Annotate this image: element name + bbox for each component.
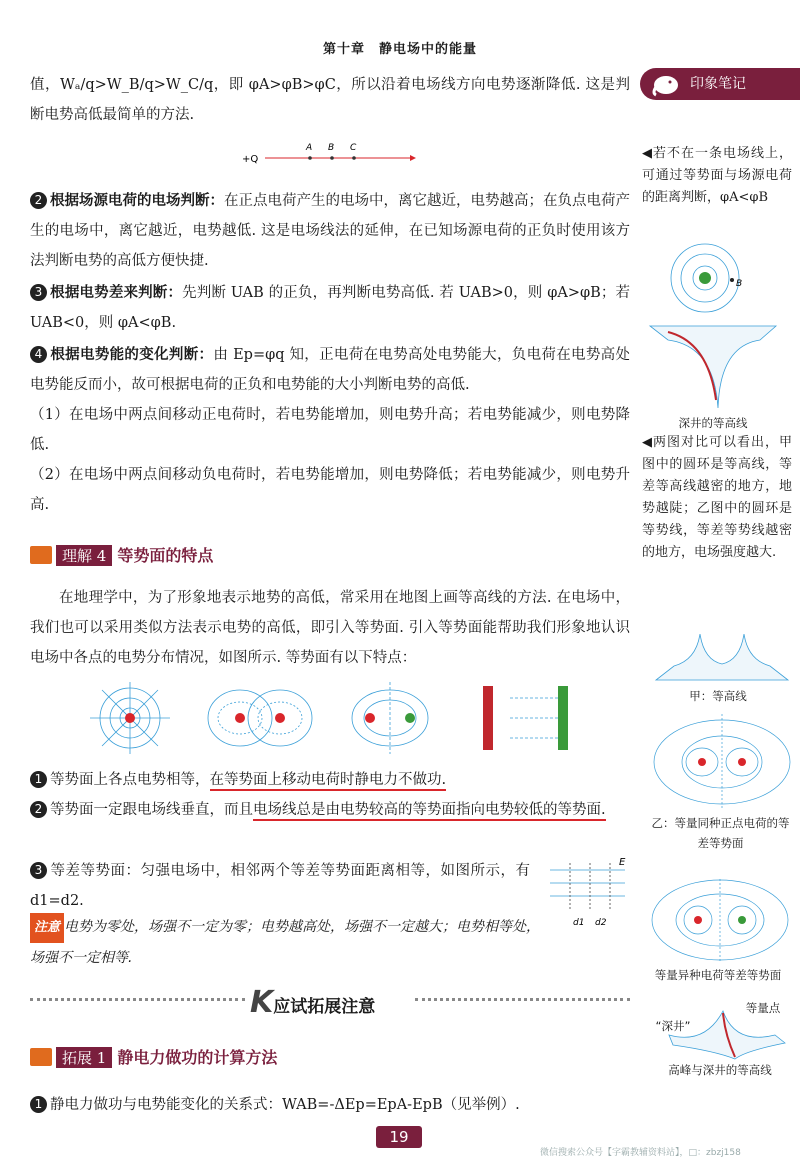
caption-dipole: 等量异种电荷等差等势面 (654, 968, 782, 982)
caption-deep-well: 深井的等高线 (678, 416, 748, 430)
label-deep-well: “深井” (655, 1019, 691, 1033)
badge-label: 印象笔记 (690, 76, 746, 92)
work-energy-formula: 1 静电力做功与电势能变化的关系式：WAB=-ΔEp=EpA-EpB（见举例）. (30, 1090, 630, 1120)
svg-text:E: E (619, 857, 626, 868)
side-note-1: ◀若不在一条电场线上，可通过等势面与场源电荷的距离判断，φA<φB (642, 146, 792, 205)
caption-jia: 甲：等高线 (689, 689, 747, 703)
chapter-title: 第十章 静电场中的能量 (322, 42, 477, 57)
label-c: C (350, 143, 357, 153)
method-3: 3 根据电势差来判断：先判断 UAB 的正负，再判断电势高低. 若 UAB>0，则 φA>φB；若 UAB<0，则 φA<φB. (30, 285, 630, 331)
caption-peak-well: 高峰与深井的等高线 (668, 1063, 772, 1077)
svg-text:d2: d2 (595, 918, 607, 928)
feature-1: 1 等势面上各点电势相等，在等势面上移动电荷时静电力不做功. (30, 765, 630, 795)
note-paragraph: 注意 电势为零处，场强不一定为零；电势越高处，场强不一定越大；电势相等处，场强不一定相等. (30, 912, 540, 973)
caption-yi: 乙：等量同种正点电荷的等差等势面 (651, 816, 790, 850)
feature-3: 3 等差等势面：匀强电场中，相邻两个等差等势面距离相等，如图所示，有 d1=d2. (30, 863, 530, 909)
yi-equipotential-figure (650, 710, 795, 810)
field-line-figure (240, 140, 420, 170)
label-a: A (306, 143, 313, 153)
page-number: 19 (376, 1126, 422, 1148)
jia-contour-figure (652, 630, 792, 685)
elephant-icon (650, 71, 684, 97)
method-4: 4 根据电势能的变化判断：由 Ep=φq 知，正电荷在电势高处电势能大，负电荷在电势高处电势能反而小，故可根据电荷的正负和电势能的大小判断电势的高低. (30, 347, 631, 393)
equipotential-diagrams (90, 680, 590, 755)
footer-watermark: 微信搜索公众号【字霸教辅资料站】，□：zbzj158 (540, 1148, 741, 1158)
num-2-icon: 2 (30, 192, 47, 209)
impression-notes-badge (640, 68, 800, 100)
book-icon (30, 1048, 52, 1066)
svg-text:B: B (736, 279, 743, 289)
note-tag: 注意 (30, 913, 64, 943)
peak-well-figure (665, 1005, 790, 1060)
method-2: 2 根据场源电荷的电场判断：在正点电荷产生的电场中，离它越近，电势越高；在负点电荷产生的电场中，离它越近，电势越低. 这是电场线法的延伸，在已知场源电荷的正负时使用该方法判断电势的高低方便快捷. (30, 193, 630, 269)
book-icon (30, 546, 52, 564)
equipotential-intro: 在地理学中，为了形象地表示地势的高低，常采用在地图上画等高线的方法. 在电场中，我们也可以采用类似方法表示电势的高低，即引入等势面. 引入等势面能帮助我们形象地认识电场中各点的电势分布情况，如图所示. 等势面有以下特点： (30, 590, 630, 666)
num-4-icon: 4 (30, 346, 47, 363)
item-1: （1）在电场中两点间移动正电荷时，若电势能增加，则电势升高；若电势能减少，则电势降低. (30, 407, 630, 453)
label-plus-q: +Q (242, 154, 259, 165)
feature-2: 2 等势面一定跟电场线垂直，而且电场线总是由电势较高的等势面指向电势较低的等势面. (30, 795, 630, 825)
uniform-field-figure (545, 855, 635, 935)
dipole-equipotential-figure (648, 875, 793, 965)
svg-text:d1: d1 (573, 918, 585, 928)
deep-well-figure (648, 322, 778, 412)
section-heading-extension-1: 拓展 1 静电力做功的计算方法 (30, 1045, 630, 1068)
paragraph-potential-direction: 值，Wₐ/q>W_B/q>W_C/q，即 φA>φB>φC，所以沿着电场线方向电势逐渐降低. 这是判断电势高低最简单的方法. (30, 77, 630, 123)
num-3-icon: 3 (30, 284, 47, 301)
side-note-2: ◀两图对比可以看出，甲图中的圆环是等高线，等差等高线越密的地方，地势越陡；乙图中的圆环是等势线，等差等势线越密的地方，电场强度越大. (642, 435, 792, 560)
divider-title: K应试拓展注意 (250, 985, 376, 1020)
section-heading-understand-4: 理解 4 等势面的特点 (30, 543, 630, 566)
label-b: B (328, 143, 335, 153)
label-equal-point: 等量点 (745, 1001, 781, 1015)
concentric-field-figure (660, 240, 760, 320)
item-2: （2）在电场中两点间移动负电荷时，若电势能增加，则电势降低；若电势能减少，则电势升高. (30, 467, 630, 513)
